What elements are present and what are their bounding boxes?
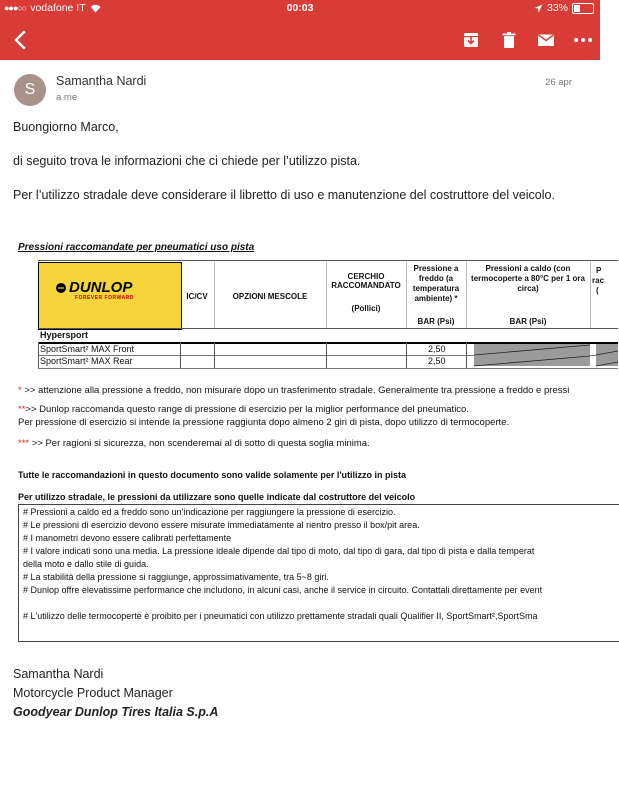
section-label: Hypersport: [40, 330, 89, 340]
note-line: della moto e dallo stile di guida.: [23, 559, 149, 569]
table-row-freddo: 2,50: [428, 344, 446, 354]
document-title: Pressioni raccomandate per pneumatici uso pista: [18, 242, 255, 253]
archive-icon[interactable]: [458, 27, 484, 53]
table-row-name: SportSmart² MAX Rear: [40, 356, 133, 366]
note-line: # Pressioni a caldo ed a freddo sono un'indicazione per raggiungere la pressione di esercizio.: [23, 507, 396, 517]
location-icon: [534, 4, 543, 13]
body-line-2: Per l’utilizzo stradale deve considerare il libretto di uso e manutenzione del costruttore del veicolo.: [13, 188, 555, 202]
avatar[interactable]: S: [14, 74, 46, 106]
note-line: # Le pressioni di esercizio devono essere misurate immediatamente al rientro presso il box/pit area.: [23, 520, 420, 530]
mail-icon[interactable]: [533, 27, 559, 53]
footnote-2b: Per pressione di esercizio si intende la pressione raggiunta dopo almeno 2 giri di pista, dopo utilizzo di termocoperte.: [18, 417, 510, 428]
sender-header: [14, 74, 586, 114]
battery-percent: 33%: [546, 2, 568, 14]
attached-document-image: [18, 240, 605, 640]
greeting: Buongiorno Marco,: [13, 120, 119, 134]
footnote-1: * >> attenzione alla pressione a freddo, non misurare dopo un trasferimento stradale. Generalmente tra pressione a freddo e pressi: [18, 385, 570, 396]
note-line: # Dunlop offre elevatissime performance che includono, in alcuni casi, anche il service in circuito. Contattali direttamente per event: [23, 585, 543, 595]
more-options-icon[interactable]: [570, 27, 596, 53]
message-date: 26 apr: [545, 77, 572, 88]
table-row-freddo: 2,50: [428, 356, 446, 366]
toolbar: [0, 20, 600, 60]
track-only-note: Tutte le raccomandazioni in questo documento sono valide solamente per l'utilizzo in pista: [18, 470, 407, 480]
sender-name: Samantha Nardi: [56, 74, 147, 88]
battery-icon: [572, 3, 594, 14]
col-iccv: IC/CV: [180, 262, 215, 328]
back-arrow-icon[interactable]: [6, 26, 34, 54]
body-line-1: di seguito trova le informazioni che ci chiede per l’utilizzo pista.: [13, 154, 361, 168]
signal-icon: ●●●○○: [4, 3, 27, 13]
dunlop-logo-cell: [38, 262, 182, 330]
shaded-cells-next: [596, 344, 618, 366]
status-bar: [0, 0, 600, 16]
app-bar: [0, 0, 600, 60]
signature-role: Motorcycle Product Manager: [13, 686, 173, 700]
notes-box: [18, 504, 619, 642]
note-line: # La stabilità della pressione si raggiunge, approssimativamente, tra 5~8 giri.: [23, 572, 329, 582]
clock: 00:03: [286, 2, 314, 14]
signature-name: Samantha Nardi: [13, 667, 104, 681]
signature-company: Goodyear Dunlop Tires Italia S.p.A: [13, 705, 219, 719]
dunlop-logo: [53, 279, 163, 303]
col-next: P rac (: [592, 266, 605, 295]
col-freddo: Pressione a freddo (a temperatura ambiente) * BAR (Psi): [406, 262, 467, 328]
footnote-3: *** >> Per ragioni si sicurezza, non scenderemai al di sotto di questa soglia minima.: [18, 438, 370, 449]
col-caldo: Pressioni a caldo (con termocoperte a 80°C per 1 ora circa) BAR (Psi): [466, 262, 591, 328]
carrier-label: vodafone IT: [30, 2, 86, 14]
col-cerchio: CERCHIO RACCOMANDATO (Pollici): [326, 262, 407, 328]
note-line: # L'utilizzo delle termocoperte è proibito per i pneumatici con utilizzo prettamente stradali quali Qualifier II, SportSmart²,SportSma: [23, 611, 538, 621]
shaded-cells: [474, 344, 590, 366]
trash-icon[interactable]: [496, 27, 522, 53]
recipient-label: a me: [56, 92, 78, 103]
road-use-note: Per utilizzo stradale, le pressioni da utilizzare sono quelle indicate dal costruttore del veicolo: [18, 492, 416, 502]
col-opzioni: OPZIONI MESCOLE: [214, 262, 327, 328]
footnote-2: **>> Dunlop raccomanda questo range di pressione di esercizio per la miglior performance del pneumatico.: [18, 404, 469, 415]
note-line: # I manometri devono essere calibrati perfettamente: [23, 533, 232, 543]
table-row-name: SportSmart² MAX Front: [40, 344, 135, 354]
dunlop-wordmark: DUNLOP: [69, 279, 133, 296]
note-line: # I valore indicati sono una media. La pressione ideale dipende dal tipo di moto, dal tipo di gara, dal tipo di pista e dalla temperat: [23, 546, 535, 556]
dunlop-tagline: FOREVER FORWARD: [75, 295, 134, 301]
